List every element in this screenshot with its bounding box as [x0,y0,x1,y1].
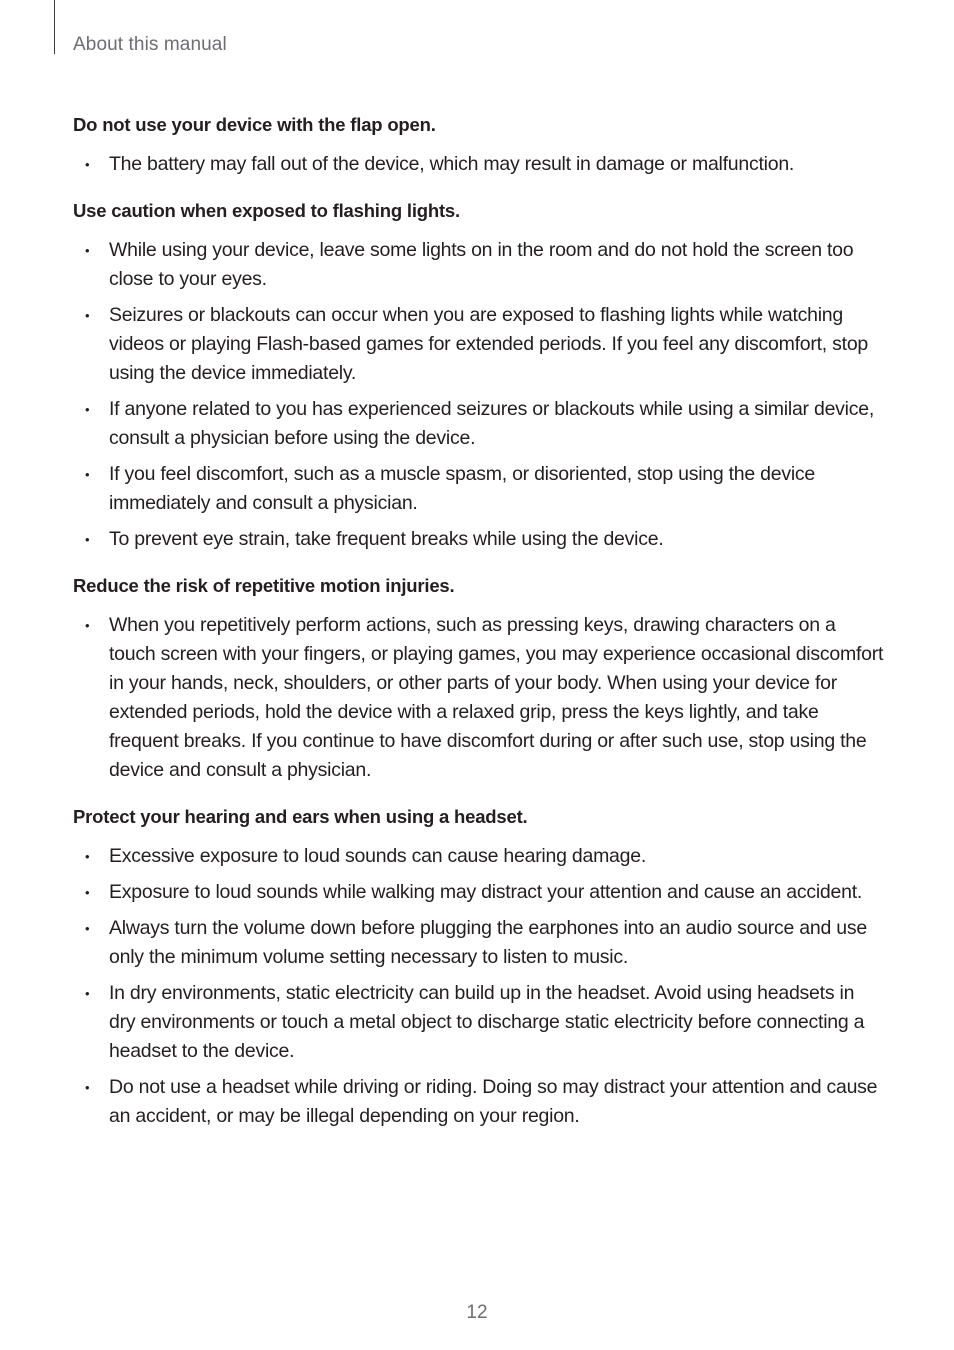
list-item [73,842,885,871]
list-item [73,236,885,294]
bullet-icon: • [85,157,90,172]
list-item-text: To prevent eye strain, take frequent breaks while using the device. [109,528,664,550]
list-item [73,914,885,972]
bullet-icon: • [85,467,90,482]
list-item [73,460,885,518]
bullet-icon: • [85,986,90,1001]
list-item-text: Excessive exposure to loud sounds can cause hearing damage. [109,845,647,867]
bullet-icon: • [85,885,90,900]
list-item-text: In dry environments, static electricity can build up in the headset. Avoid using headsets in dry environments or touch a metal object to discharge static electricity before connecting a headset to the device. [109,982,865,1062]
section-title: Protect your hearing and ears when using a headset. [73,806,528,827]
list-item [73,611,885,785]
bullet-icon: • [85,308,90,323]
section-hearing [73,802,885,1131]
bullet-list [73,842,885,1131]
list-item-text: While using your device, leave some lights on in the room and do not hold the screen too close to your eyes. [109,239,854,290]
bullet-icon: • [85,618,90,633]
list-item [73,1073,885,1131]
bullet-icon: • [85,402,90,417]
list-item-text: Exposure to loud sounds while walking may distract your attention and cause an accident. [109,881,863,903]
list-item [73,878,885,907]
page-number: 12 [466,1302,488,1323]
list-item [73,150,885,179]
list-item-text: Do not use a headset while driving or riding. Doing so may distract your attention and cause an accident, or may be illegal depending on your region. [109,1076,878,1127]
list-item [73,525,885,554]
bullet-list [73,150,885,179]
list-item-text: When you repetitively perform actions, such as pressing keys, drawing characters on a touch screen with your fingers, or playing games, you may experience occasional discomfort in your hands, neck, shoulders, or other parts of your body. When using your device for extended periods, hold the device with a relaxed grip, press the keys lightly, and take frequent breaks. If you continue to have discomfort during or after such use, stop using the device and consult a physician. [109,614,884,781]
list-item-text: Seizures or blackouts can occur when you are exposed to flashing lights while watching videos or playing Flash-based games for extended periods. If you feel any discomfort, stop using the device immediately. [109,304,869,384]
bullet-icon: • [85,921,90,936]
bullet-icon: • [85,1080,90,1095]
running-head: About this manual [73,34,227,55]
list-item [73,395,885,453]
list-item-text: Always turn the volume down before plugging the earphones into an audio source and use only the minimum volume setting necessary to listen to music. [109,917,867,968]
bullet-list [73,611,885,785]
list-item [73,301,885,388]
list-item [73,979,885,1066]
bullet-list [73,236,885,554]
bullet-icon: • [85,243,90,258]
section-repetitive-motion [73,571,885,785]
bullet-icon: • [85,532,90,547]
section-title: Use caution when exposed to flashing lights. [73,200,460,221]
list-item-text: The battery may fall out of the device, which may result in damage or malfunction. [109,153,795,175]
section-flashing-lights [73,196,885,554]
section-flap [73,110,885,179]
manual-content [73,110,885,1148]
bullet-icon: • [85,849,90,864]
list-item-text: If anyone related to you has experienced seizures or blackouts while using a similar device, consult a physician before using the device. [109,398,875,449]
section-title: Do not use your device with the flap open. [73,114,436,135]
header-divider [54,0,55,54]
list-item-text: If you feel discomfort, such as a muscle spasm, or disoriented, stop using the device immediately and consult a physician. [109,463,816,514]
section-title: Reduce the risk of repetitive motion injuries. [73,575,455,596]
